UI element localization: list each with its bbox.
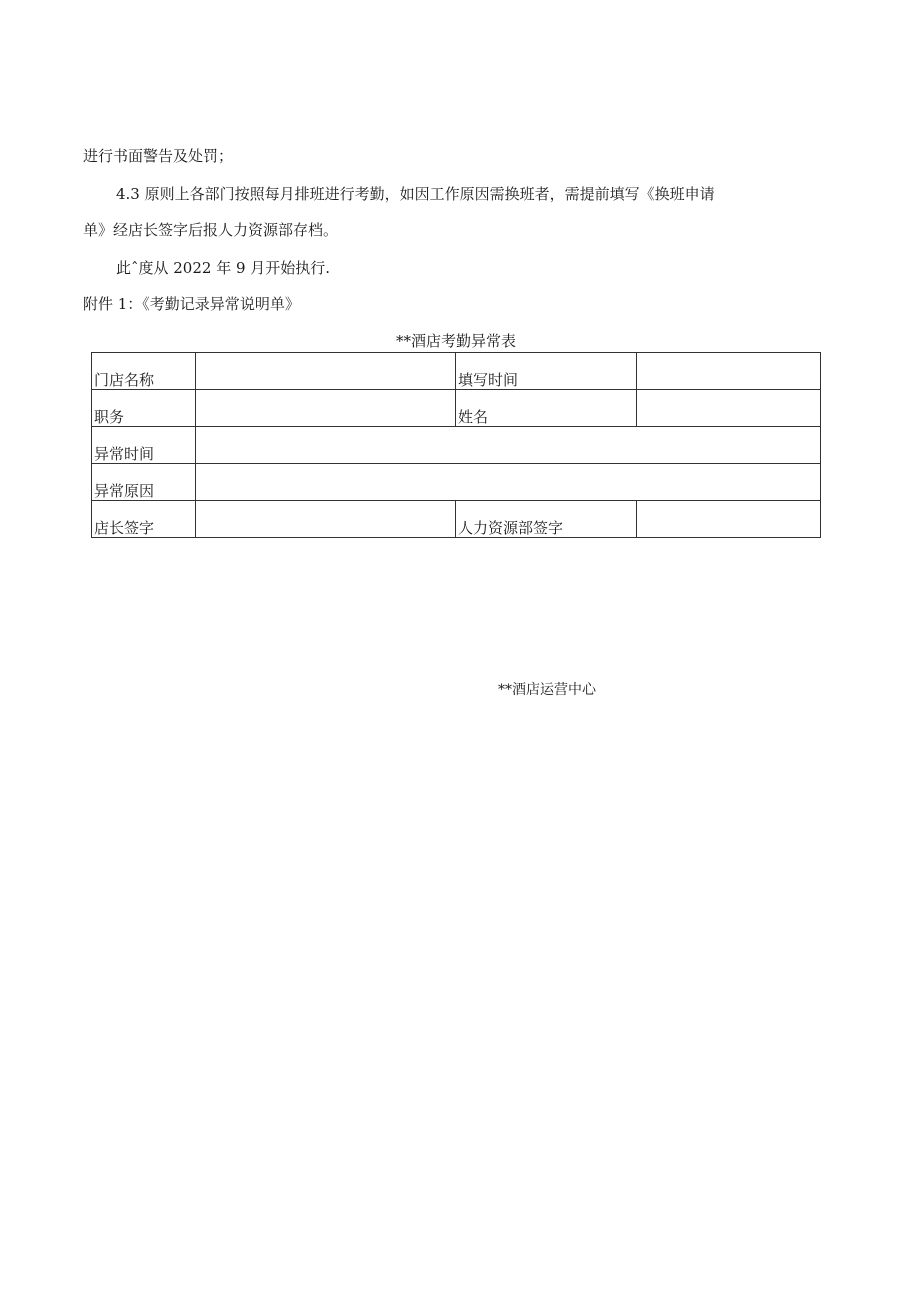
table-row (92, 464, 821, 501)
form-title: **酒店考勤异常表 (395, 332, 516, 350)
paragraph-1: 进行书面警告及处罚； (83, 147, 234, 165)
paragraph-3: 此ˆ度从 2022 年 9 月开始执行. (116, 259, 331, 277)
attachment-line: 附件 1：《考勤记录异常说明单》 (83, 295, 300, 313)
footer-signature: **酒店运营中心 (498, 682, 596, 698)
name-field[interactable] (637, 390, 821, 427)
anomaly-time-field[interactable] (196, 427, 821, 464)
fill-time-field[interactable] (637, 353, 821, 390)
table-row (92, 501, 821, 538)
store-name-field[interactable] (196, 353, 456, 390)
anomaly-time-label: 异常时间 (92, 427, 196, 464)
position-field[interactable] (196, 390, 456, 427)
table-row (92, 390, 821, 427)
manager-signature-field[interactable] (196, 501, 456, 538)
position-label: 职务 (92, 390, 196, 427)
fill-time-label: 填写时间 (456, 353, 637, 390)
hr-signature-label: 人力资源部签字 (456, 501, 637, 538)
paragraph-2-line-1: 4.3 原则上各部门按照每月排班进行考勤，如因工作原因需换班者，需提前填写《换班申请 (116, 185, 715, 203)
attendance-anomaly-table (91, 352, 821, 538)
anomaly-reason-field[interactable] (196, 464, 821, 501)
table-row (92, 353, 821, 390)
name-label: 姓名 (456, 390, 637, 427)
anomaly-reason-label: 异常原因 (92, 464, 196, 501)
store-name-label: 门店名称 (92, 353, 196, 390)
hr-signature-field[interactable] (637, 501, 821, 538)
paragraph-2-line-2: 单》经店长签字后报人力资源部存档。 (83, 221, 339, 239)
table-row (92, 427, 821, 464)
manager-signature-label: 店长签字 (92, 501, 196, 538)
